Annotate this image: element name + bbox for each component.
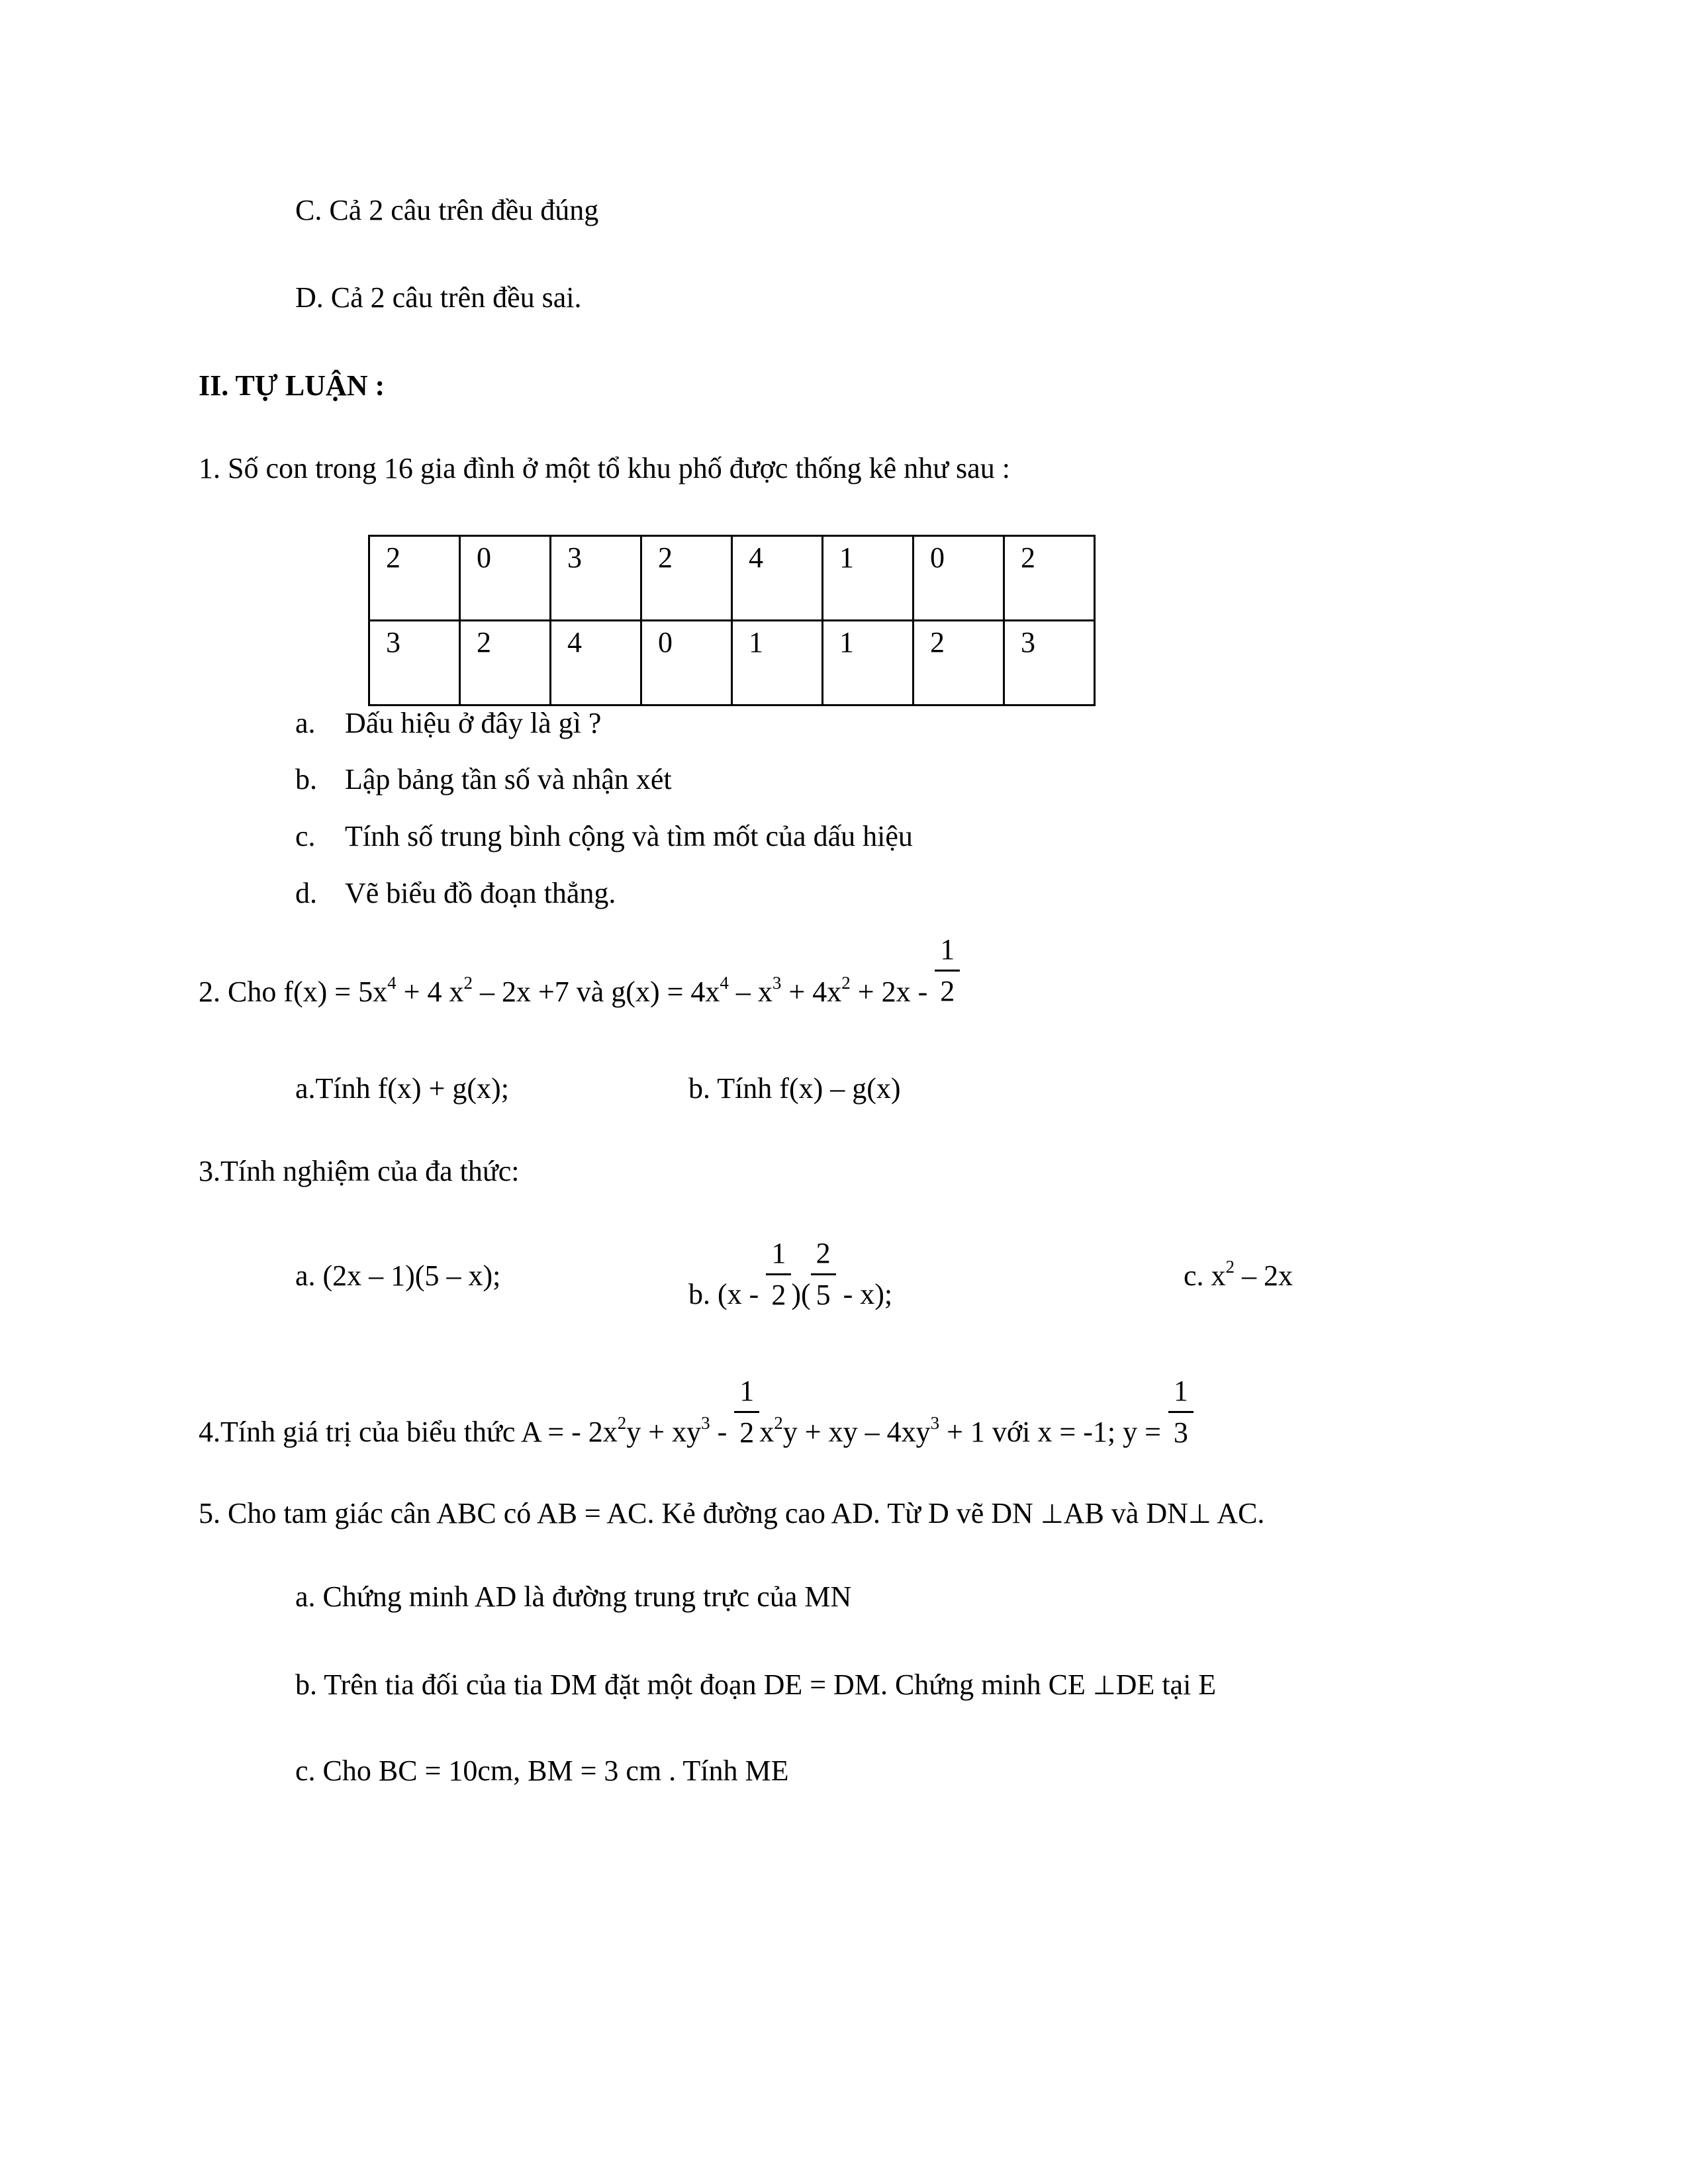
fraction: $\frac{1}{2}$	[935, 935, 960, 1006]
table-cell: 0	[641, 621, 732, 705]
question-1-text: 1. Số con trong 16 gia đình ở một tổ khu phố được thống kê như sau :	[199, 452, 1010, 484]
fraction: $\frac{1}{3}$	[1168, 1377, 1194, 1447]
list-item: Lập bảng tần số và nhận xét	[345, 763, 672, 796]
table-cell: 3	[1004, 621, 1095, 705]
question-4: 4.Tính giá trị của biểu thức A = - $2x^2y + xy^3$ - $\frac{1}{2}$ $x^2y$ + xy – $4xy^3 + 1$ với x = -1; y = $\frac{1}{3}$	[199, 1377, 1194, 1447]
question-5-part-c: c. Cho BC = 10cm, BM = 3 cm . Tính ME	[295, 1754, 789, 1787]
list-item: Vẽ biểu đồ đoạn thẳng.	[345, 877, 616, 909]
table-row	[369, 536, 1095, 621]
table-cell: 4	[551, 621, 641, 705]
question-3-text: 3.Tính nghiệm của đa thức:	[199, 1155, 520, 1187]
question-3-part-c: c. $x^2 - 2x$	[1184, 1257, 1293, 1292]
perpendicular-symbol: ⊥	[1092, 1670, 1116, 1701]
question-5-text: 5. Cho tam giác cân ABC có AB = AC. Kẻ đường cao AD. Từ D vẽ DN ⊥AB và DN⊥ AC.	[199, 1497, 1265, 1529]
fraction: $\frac{1}{2}$	[766, 1239, 791, 1310]
option-d: D. Cả 2 câu trên đều sai.	[295, 281, 582, 314]
table-cell: 3	[369, 621, 460, 705]
question-2: 2. Cho $f(x) = 5x^4 + 4$ $x^2 - 2x +7$ và $g(x) = 4x^4 - x^3 + 4x^2 + 2x$ - $\frac{1}{2}$	[199, 935, 960, 1006]
table-cell: 1	[823, 621, 914, 705]
table-cell: 2	[914, 621, 1004, 705]
list-item: Tính số trung bình cộng và tìm mốt của dấu hiệu	[345, 820, 913, 852]
table-cell: 4	[732, 536, 823, 621]
fraction: $\frac{1}{2}$	[734, 1377, 759, 1447]
list-marker: b.	[295, 763, 317, 796]
table-cell: 2	[369, 536, 460, 621]
question-3-part-b: b. (x - $\frac{1}{2}$ )( $\frac{2}{5}$ - x);	[688, 1237, 893, 1311]
question-5-part-b: b. Trên tia đối của tia DM đặt một đoạn DE = DM. Chứng minh CE ⊥DE tại E	[295, 1668, 1217, 1701]
fraction: $\frac{2}{5}$	[811, 1239, 836, 1310]
list-marker: c.	[295, 820, 316, 852]
list-item: Dấu hiệu ở đây là gì ?	[345, 707, 602, 739]
section-title: II. TỰ LUẬN :	[199, 369, 385, 402]
data-table	[368, 535, 1096, 706]
question-2-part-b: b. Tính f(x) – g(x)	[688, 1072, 901, 1105]
perpendicular-symbol: ⊥	[1188, 1499, 1211, 1529]
option-c: C. Cả 2 câu trên đều đúng	[295, 194, 599, 226]
table-cell: 1	[823, 536, 914, 621]
table-row	[369, 621, 1095, 705]
perpendicular-symbol: ⊥	[1040, 1499, 1064, 1529]
table-cell: 3	[551, 536, 641, 621]
question-2-part-a: a.Tính f(x) + g(x);	[295, 1072, 509, 1105]
table-cell: 2	[1004, 536, 1095, 621]
table-cell: 0	[460, 536, 551, 621]
table-cell: 0	[914, 536, 1004, 621]
table-cell: 2	[460, 621, 551, 705]
list-marker: a.	[295, 707, 316, 739]
question-5-part-a: a. Chứng minh AD là đường trung trực của MN	[295, 1580, 852, 1613]
table-cell: 2	[641, 536, 732, 621]
list-marker: d.	[295, 877, 317, 909]
question-3-part-a: a. (2x – 1)(5 – x);	[295, 1259, 501, 1292]
table-cell: 1	[732, 621, 823, 705]
